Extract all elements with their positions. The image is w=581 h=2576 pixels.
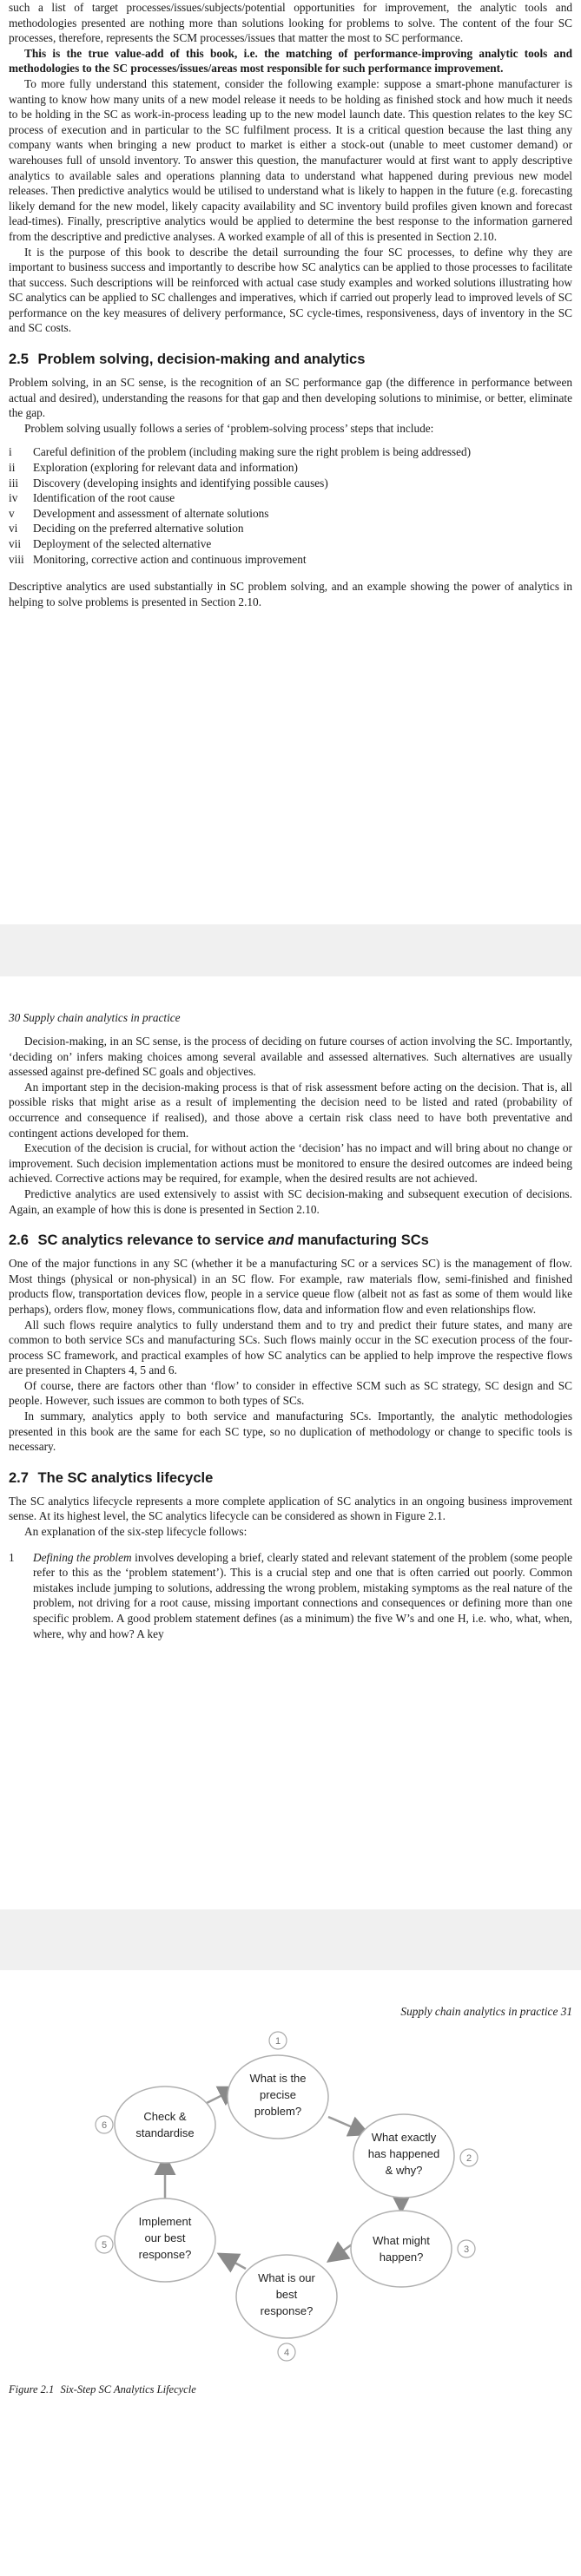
svg-text:What is the: What is the <box>249 2072 307 2085</box>
lifecycle-step-1: 1 Defining the problem involves developing a brief, clearly stated and relevant statement of the problem (some people refer to this as the ‘problem statement’). This is a crucial step and one that is often carried out poorly. Common mistakes include jumping to solutions, addressing the wrong problem, mistaking symptoms as the real nature of the problem, not driving for a root cause, missing important connections and consequences or defining more than one specific problem. A good problem statement defines (as a minimum) the five W’s and one H, i.e. who, what, when, where, why and how? A key <box>9 1550 572 1640</box>
figure-caption <box>9 2383 572 2396</box>
section-number: 2.5 <box>9 352 29 368</box>
node-1 <box>228 2032 328 2139</box>
paragraph-problem-steps-intro: Problem solving usually follows a series of ‘problem-solving process’ steps that include: <box>24 421 434 435</box>
section-title: The SC analytics lifecycle <box>37 1469 214 1486</box>
svg-text:precise: precise <box>260 2088 296 2101</box>
paragraph-flows-analytics: All such flows require analytics to fully understand them and to try and predict their future states, and many are common to both service SCs and manufacturing SCs. Such flows mainly occur in the SC execution process of the four-process SC framework, and practical examples of how SC analytics can be applied to help improve the respective flows are presented in Chapters 4, 5 and 6. <box>9 1318 572 1377</box>
arrow-4-to-5 <box>221 2255 246 2269</box>
section-title: SC analytics relevance to service and manufacturing SCs <box>37 1232 429 1249</box>
svg-text:Implement: Implement <box>138 2215 192 2228</box>
list-item: viii Monitoring, corrective action and continuous improvement <box>9 552 307 566</box>
paragraph-summary: In summary, analytics apply to both service and manufacturing SCs. Importantly, the analytic methodologies presented in this book are the same for each SC type, so no duplication of methodology or change to specific tools is necessary. <box>9 1410 572 1454</box>
node-5 <box>96 2198 215 2282</box>
svg-text:our best: our best <box>144 2231 186 2244</box>
page-1 <box>0 0 581 924</box>
paragraph-intro: such a list of target processes/issues/subjects/potential opportunities for improvement, the analytic tools and methodologies presented are nothing more than solutions looking for problems to solve. The content of the four SC processes, therefore, represents the SCM processes/issues that matter the most to SC performance. <box>9 1 572 45</box>
page-gap <box>0 1909 581 1970</box>
problem-solving-steps-list <box>9 444 572 567</box>
paragraph-lifecycle-intro: An explanation of the six-step lifecycle follows: <box>24 1525 248 1539</box>
list-item: vii Deployment of the selected alternative <box>9 537 212 550</box>
svg-text:2: 2 <box>465 2153 472 2164</box>
paragraph-other-factors: Of course, there are factors other than ‘flow’ to consider in effective SCM such as SC strategy, SC design and SC people. However, such issues are common to both types of SCs. <box>9 1378 572 1408</box>
svg-text:What is our: What is our <box>258 2271 315 2284</box>
section-heading-2-5 <box>9 352 572 368</box>
page-3 <box>0 1970 581 2576</box>
running-head: 30 Supply chain analytics in practice <box>9 1011 181 1024</box>
lifecycle-diagram <box>9 2027 572 2514</box>
svg-text:6: 6 <box>101 2120 108 2131</box>
list-item: i Careful definition of the problem (including making sure the right problem is being addressed) <box>9 445 472 459</box>
paragraph-execution: Execution of the decision is crucial, for without action the ‘decision’ has no impact and will bring about no change or improvement. Such decision implementation actions must be monitored to ensure the desired outcomes are indeed being achieved. Corrective actions may be required, for example, when the desired results are not achieved. <box>9 1141 572 1186</box>
node-4 <box>236 2255 337 2361</box>
svg-text:3: 3 <box>463 2244 470 2255</box>
svg-text:response?: response? <box>260 2304 314 2317</box>
paragraph-decision-making: Decision-making, in an SC sense, is the process of deciding on future courses of action involving the SC. Importantly, ‘deciding on’ infers making choices among several available and assessed alternatives. Such alternatives are usually assessed against pre-defined SC goals and objectives. <box>9 1035 572 1079</box>
section-heading-2-7 <box>9 1470 572 1487</box>
paragraph-descriptive-analytics: Descriptive analytics are used substantially in SC problem solving, and an example showing the power of analytics in helping to solve problems is presented in Section 2.10. <box>9 580 572 608</box>
svg-text:response?: response? <box>138 2248 192 2261</box>
svg-text:problem?: problem? <box>254 2105 302 2118</box>
paragraph-risk-assessment: An important step in the decision-making process is that of risk assessment before acting on the decision. That is, all possible risks that might arise as a result of implementing the decision need to be listed and rated (probability of occurrence and consequence if realised), and those above a certain risk class need to have both preventative and contingent actions developed for them. <box>9 1080 572 1140</box>
svg-text:& why?: & why? <box>385 2164 423 2177</box>
svg-text:best: best <box>275 2288 298 2301</box>
svg-text:What might: What might <box>373 2234 430 2247</box>
paragraph-flow: One of the major functions in any SC (whether it be a manufacturing SC or a services SC) is the management of flow. Most things (physical or non-physical) in an SC flow. For example, raw materials flow, semi-finished and finished products flow, transportation devices flow, people in a service queue flow (albeit not as fast as some of them would like perhaps), orders flow, money flows, communications flow, data and information flow and even relationships flow. <box>9 1257 572 1316</box>
section-number: 2.7 <box>9 1469 29 1486</box>
list-item: iv Identification of the root cause <box>9 491 175 505</box>
figure-label: Figure 2.1 <box>9 2383 55 2395</box>
section-number: 2.6 <box>9 1232 29 1249</box>
paragraph-value-add: This is the true value-add of this book, i.e. the matching of performance-improving analytic tools and methodologies to the SC processes/issues/areas most responsible for such performance improvement. <box>9 46 572 76</box>
svg-text:happen?: happen? <box>379 2251 424 2264</box>
paragraph-predictive-analytics: Predictive analytics are used extensively to assist with SC decision-making and subsequent execution of decisions. Again, an example of how this is done is presented in Section 2.10. <box>9 1186 572 1216</box>
arrow-1-to-2 <box>328 2117 366 2133</box>
paragraph-problem-solving: Problem solving, in an SC sense, is the recognition of an SC performance gap (the difference in performance between actual and desired), understanding the reasons for that gap and then developing solutions to minimise, or better, eliminate the gap. <box>9 376 572 420</box>
node-3 <box>351 2211 475 2287</box>
section-heading-2-6 <box>9 1232 572 1249</box>
svg-text:Check &: Check & <box>143 2110 187 2123</box>
section-title: Problem solving, decision-making and analytics <box>37 352 366 368</box>
node-6 <box>96 2086 215 2163</box>
svg-text:5: 5 <box>101 2240 108 2251</box>
svg-text:4: 4 <box>283 2348 290 2358</box>
paragraph-example: To more fully understand this statement, consider the following example: suppose a smart-phone manufacturer is wanting to know how many units of a new model release it needs to be holding as finished stock and how much it needs to be holding in the SC as work-in-process leading up to the new model launch date. This question relates to the key SC process of execution and in particular to the SC fulfilment process. It is a critical question because the last thing any company wants when bringing a new product to market is either a stock-out (unable to meet customer demand) or warehouses full of unsold inventory. To answer this question, the manufacturer would at first want to apply descriptive analytics to available sales and operations planning data to understand what happened during previous new model releases. Then predictive analytics would be utilised to understand what is likely to happen in the future (e.g. forecasting likely demand for the new model, likely capacity availability and SC inventory build profiles given known and forecast lead-times). Finally, prescriptive analytics would be applied to determine the best response to the information garnered from the descriptive and predictive analyses. A worked example of all of this is presented in Section 2.10. <box>9 76 572 243</box>
figure-caption-text: Six-Step SC Analytics Lifecycle <box>60 2383 196 2395</box>
paragraph-purpose: It is the purpose of this book to describe the detail surrounding the four SC processes, to define why they are important to business success and importantly to describe how SC analytics can be applied to those processes to facilitate that success. Such descriptions will be reinforced with actual case study examples and worked solutions illustrating how SC analytics can be applied to SC challenges and imperatives, which if carried out properly lead to improved levels of SC performance on the key measures of delivery performance, SC cycle-times, responsiveness, days of inventory in the SC and SC costs. <box>9 245 572 335</box>
svg-text:What exactly: What exactly <box>371 2131 437 2144</box>
svg-text:1: 1 <box>274 2036 281 2047</box>
list-item: ii Exploration (exploring for relevant data and information) <box>9 461 298 475</box>
page-gap <box>0 924 581 976</box>
list-item: iii Discovery (developing insights and identifying possible causes) <box>9 476 328 490</box>
list-item: v Development and assessment of alternate solutions <box>9 506 269 520</box>
svg-text:standardise: standardise <box>135 2126 195 2139</box>
running-head: Supply chain analytics in practice 31 <box>400 2005 572 2018</box>
list-item: vi Deciding on the preferred alternative solution <box>9 522 244 536</box>
node-2 <box>353 2114 478 2198</box>
svg-text:has happened: has happened <box>367 2147 440 2160</box>
page-2 <box>0 976 581 1909</box>
paragraph-lifecycle: The SC analytics lifecycle represents a more complete application of SC analytics in an ongoing business improvement sense. At its highest level, the SC analytics lifecycle can be considered as shown in Figure 2.1. <box>9 1494 572 1523</box>
